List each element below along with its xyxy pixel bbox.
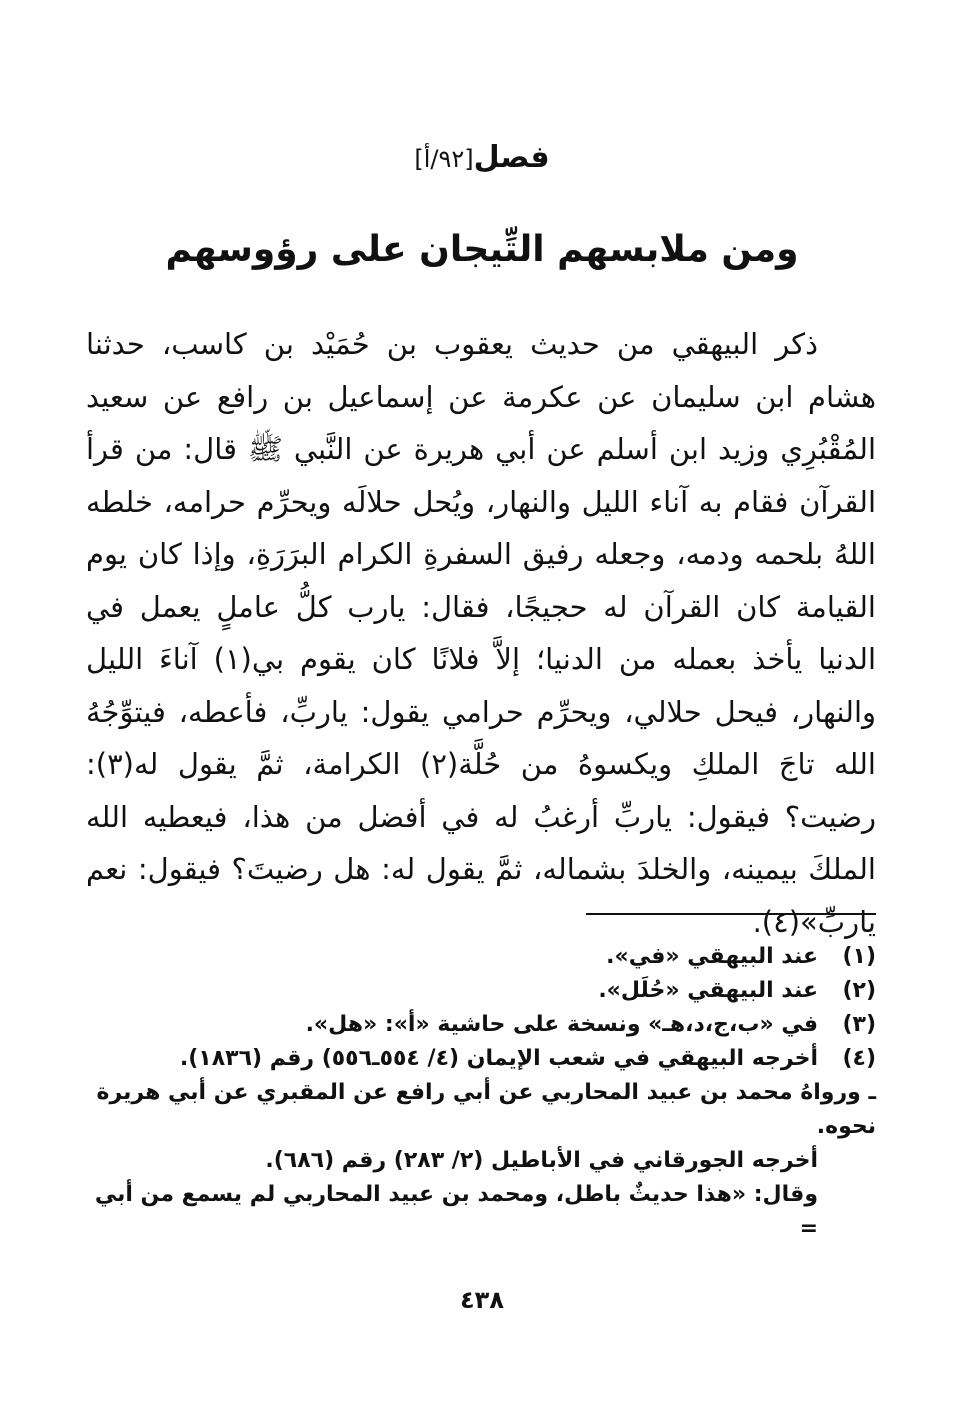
footnote-4-continuation-2 xyxy=(86,1144,818,1178)
main-text xyxy=(86,318,876,948)
footnote-number: (٤) xyxy=(842,1046,876,1071)
footnote-text: عند البيهقي «حُلَل». xyxy=(598,978,818,1003)
footnote-number: (١) xyxy=(842,944,876,969)
footnote-divider xyxy=(586,913,876,915)
footnote-number: (٣) xyxy=(842,1012,876,1037)
footnote-4 xyxy=(86,1042,876,1076)
footnote-3 xyxy=(86,1008,876,1042)
footnote-text: عند البيهقي «في». xyxy=(606,944,818,969)
footnote-text: ـ ورواهُ محمد بن عبيد المحاربي عن أبي رافع عن المقبري عن أبي هريرة نحوه. xyxy=(96,1080,876,1139)
footnote-2 xyxy=(86,974,876,1008)
section-folio-ref: [٩٢/أ] xyxy=(414,145,474,173)
chapter-subtitle: ومن ملابسهم التِّيجان على رؤوسهم xyxy=(165,229,799,270)
footnote-text: أخرجه الجورقاني في الأباطيل (٢/ ٢٨٣) رقم (٦٨٦). xyxy=(265,1148,818,1173)
footnote-4-continuation-1 xyxy=(86,1076,876,1144)
section-title xyxy=(0,138,964,179)
footnote-1 xyxy=(86,940,876,974)
footnotes xyxy=(86,940,876,1246)
page-number: ٤٣٨ xyxy=(460,1286,504,1314)
footnote-text: أخرجه البيهقي في شعب الإيمان (٤/ ٥٥٤ـ٥٥٦) رقم (١٨٣٦). xyxy=(179,1046,818,1071)
footnote-number: (٢) xyxy=(842,978,876,1003)
footnote-text: وقال: «هذا حديثٌ باطل، ومحمد بن عبيد المحاربي لم يسمع من أبي = xyxy=(94,1182,818,1241)
main-paragraph: ذكر البيهقي من حديث يعقوب بن حُمَيْد بن كاسب، حدثنا هشام ابن سليمان عن عكرمة عن إسماعيل بن رافع عن سعيد المُقْبُرِي وزيد ابن أسلم عن أبي هريرة عن النَّبي ﷺ قال: من قرأ القرآن فقام به آناء الليل والنهار، ويُحل حلالَه ويحرِّم حرامه، خلطه اللهُ بلحمه ودمه، وجعله رفيق السفرةِ الكرام البرَرَةِ، وإذا كان يوم القيامة كان القرآن له حجيجًا، فقال: يارب كلُّ عاملٍ يعمل في الدنيا يأخذ بعمله من الدنيا؛ إلاَّ فلانًا كان يقوم بي(١) آناءَ الليل والنهار، فيحل حلالي، ويحرِّم حرامي يقول: ياربِّ، فأعطه، فيتوِّجُهُ الله تاجَ الملكِ ويكسوهُ من حُلَّة(٢) الكرامة، ثمَّ يقول له(٣): رضيت؟ فيقول: ياربِّ أرغبُ له في أفضل من هذا، فيعطيه الله الملكَ بيمينه، والخلدَ بشماله، ثمَّ يقول له: هل رضيتَ؟ فيقول: نعم ياربِّ»(٤). xyxy=(86,327,876,939)
footnote-4-continuation-3 xyxy=(86,1178,818,1246)
footnote-text: في «ب،ج،د،هـ» ونسخة على حاشية «أ»: «هل». xyxy=(305,1012,818,1037)
section-title-text: فصل xyxy=(473,140,550,175)
